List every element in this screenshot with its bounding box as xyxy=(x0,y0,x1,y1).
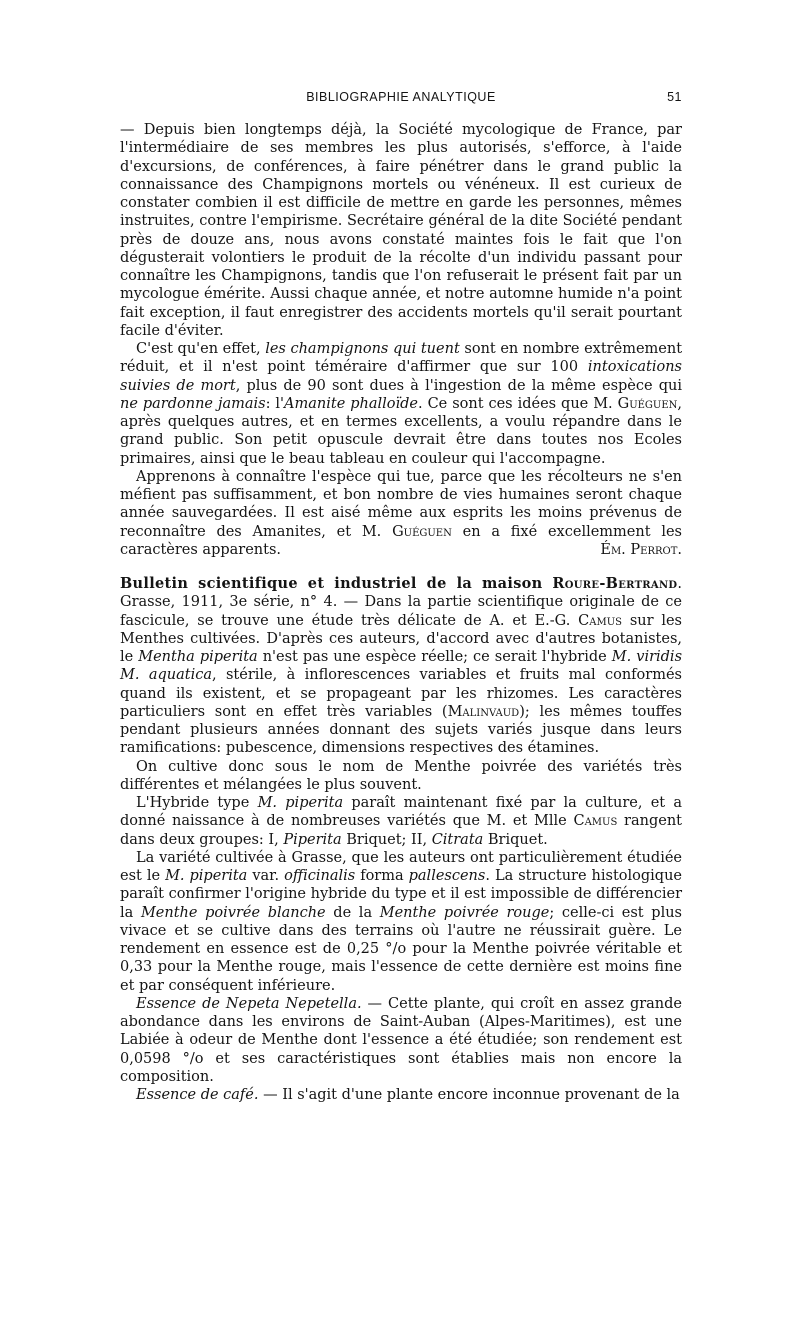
paragraph-mycology: — Depuis bien longtemps déjà, la Société mycologique de France, par l'intermédiaire de ses membres les plus autorisés, s'efforce, à l'aide d'excursions, de conférences, à faire pénétrer dans le grand public la connaissance des Champignons mortels ou vénéneux. Il est curieux de constater combien il est difficile de mettre en garde les personnes, mêmes instruites, contre l'empirisme. Secrétaire général de la dite Société pendant près de douze ans, nous avons constaté maintes fois le fait que l'on dégusterait volontiers le produit de la récolte d'un individu passant pour connaître les Champignons, tandis que l'on refuserait le présent fait par un mycologue émérite. Aussi chaque année, et notre automne humide n'a point fait exception, il faut enregistrer des accidents mortels qu'il serait pourtant facile d'éviter. xyxy=(120,122,682,339)
text-run: Briquet. xyxy=(483,831,548,848)
text-run: ; celle-ci est plus vivace et se cultive dans des terrains où l'autre ne réussirait guère. Le rendement en essence est de 0,25 °/o pour la Menthe poivrée véritable et 0,33 pour la Menthe rouge, mais l'essence de cette dernière est moins fine et par conséquent inférieure. xyxy=(120,904,682,994)
text-run: , stérile, à inflorescences variables et fruits mal conformés quand ils existent, et se propageant par les rhizomes. Les caractères particuliers sont en effet très variables ( xyxy=(120,667,682,720)
italic-run: M. piperita xyxy=(165,868,248,884)
page-number: 51 xyxy=(667,90,682,104)
notice-title: Bulletin scientifique et industriel de la maison xyxy=(120,575,553,592)
italic-run: Essence de café. xyxy=(136,1087,259,1103)
author-name: Guéguen xyxy=(392,523,452,540)
italic-run: officinalis xyxy=(284,868,356,884)
paragraph-cafe xyxy=(120,1086,682,1104)
text-run: — Il s'agit d'une plante encore inconnue provenant de la xyxy=(258,1087,680,1103)
italic-run: Amanite phalloïde xyxy=(284,395,419,412)
text-run: : l' xyxy=(265,395,285,412)
paragraph-hybrid xyxy=(120,794,682,849)
text-run: , après quelques autres, et en termes excellents, a voulu répandre dans le grand public. Son petit opuscule devrait être dans toutes nos Ecoles primaires, ainsi que le beau tableau en couleur qui l'accompagne. xyxy=(120,395,682,467)
italic-run: Menthe poivrée blanche xyxy=(140,904,326,921)
italic-run: les champignons qui tuent xyxy=(265,341,460,357)
text-run: . Grasse, 1911, 3e série, n° 4. — Dans la partie scientifique originale de ce fascicule, se trouve une étude très délicate de A. et E.-G. xyxy=(120,576,682,629)
text-run: Apprenons à connaître l'espèce qui tue, parce que les récolteurs ne s'en méfient pas suffisamment, et bon nombre de vies humaines seront chaque année sauvegardées. Il est aisé même aux esprits les moins prévenus de reconnaître des Amanites, et M. xyxy=(120,468,682,540)
italic-run: M. viridis M. aquatica xyxy=(120,649,683,684)
text-run: La variété cultivée à Grasse, que les auteurs ont particulièrement étudiée est le xyxy=(120,849,682,884)
text-run: paraît maintenant fixé par la culture, et a donné naissance à de nombreuses variétés que M. et Mlle xyxy=(120,795,683,830)
text-run: de la xyxy=(325,904,380,921)
body-text xyxy=(120,121,682,1104)
signature: Ém. Perrot. xyxy=(600,541,682,558)
running-head-title: BIBLIOGRAPHIE ANALYTIQUE xyxy=(306,90,496,104)
author-name: Guéguen xyxy=(617,395,678,412)
italic-run: M. piperita xyxy=(257,795,344,811)
text-run: . Ce sont ces idées que M. xyxy=(418,395,618,412)
italic-run: intoxications suivies de mort xyxy=(120,359,682,394)
author-name: Camus xyxy=(578,612,622,629)
author-name: Camus xyxy=(573,813,618,830)
text-run: en a fixé excellemment les caractères apparents. xyxy=(120,523,682,558)
italic-run: Menthe poivrée rouge xyxy=(379,904,550,921)
text-run: sur les Menthes cultivées. D'après ces auteurs, d'accord avec d'autres botanistes, le xyxy=(120,612,682,665)
paragraph-deadly-species xyxy=(120,340,682,468)
italic-run: Mentha piperita xyxy=(138,649,258,665)
paragraph-grasse-variety xyxy=(120,849,682,995)
text-run: , plus de 90 sont dues à l'ingestion de la même espèce qui xyxy=(235,377,682,394)
text-run: C'est qu'en effet, xyxy=(136,341,266,357)
text-run: Briquet; II, xyxy=(341,831,432,848)
text-run: var. xyxy=(247,868,285,884)
notice-title-publisher: Roure-Bertrand xyxy=(552,575,678,592)
italic-run: ne pardonne jamais xyxy=(120,395,266,412)
author-name: Malinvaud xyxy=(447,703,520,720)
text-run: — Cette plante, qui croît en assez grande abondance dans les environs de Saint-Auban (Alpes-Maritimes), est une Labiée à odeur de Menthe dont l'essence a été étudiée; son rendement est 0,0598 °/o et ses caractéristiques sont établies mais non encore la composition. xyxy=(120,995,683,1085)
paragraph-cultivation: On cultive donc sous le nom de Menthe poivrée des variétés très différentes et mélangées le plus souvent. xyxy=(120,758,682,793)
italic-run: Essence de Nepeta Nepetella. xyxy=(136,995,362,1012)
text-run: L'Hybride type xyxy=(136,795,258,811)
paragraph-recognition xyxy=(120,468,682,559)
text-run: sont en nombre extrêmement réduit, et il n'est point téméraire d'affirmer que sur 100 xyxy=(120,341,683,376)
text-run: . La structure histologique paraît confirmer l'origine hybride du type et il est impossible de différencier la xyxy=(120,868,682,921)
running-head xyxy=(120,90,682,104)
italic-run: Piperita xyxy=(283,831,342,848)
text-run: forma xyxy=(355,868,409,884)
text-run: ); les mêmes touffes pendant plusieurs années donnant des sujets variés jusque dans leurs ramifications: pubescence, dimensions respectives des étamines. xyxy=(120,703,682,757)
text-run: rangent dans deux groupes: I, xyxy=(120,813,683,848)
italic-run: Citrata xyxy=(431,831,484,848)
notice-bulletin xyxy=(120,575,682,758)
paragraph-nepeta xyxy=(120,995,682,1086)
text-run: n'est pas une espèce réelle; ce serait l'hybride xyxy=(257,649,612,665)
italic-run: pallescens xyxy=(408,868,486,884)
